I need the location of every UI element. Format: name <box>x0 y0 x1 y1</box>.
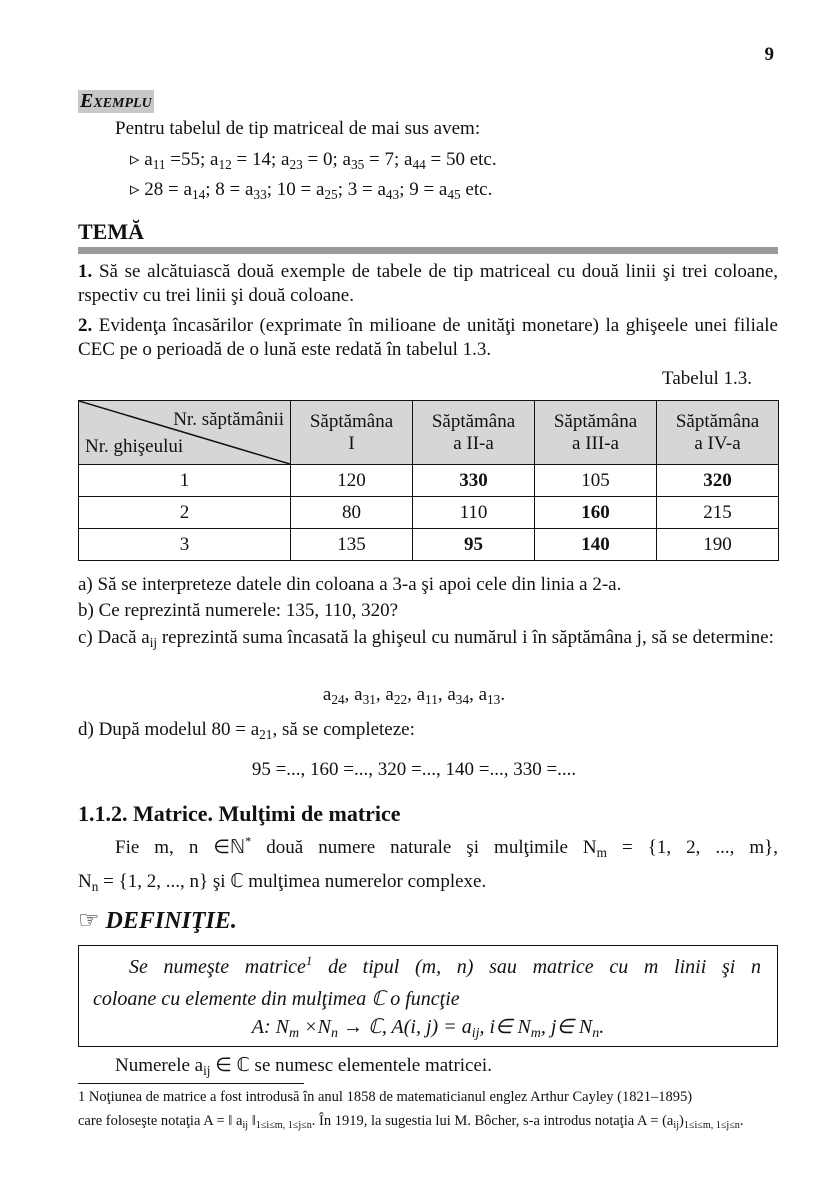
corner-top-label: Nr. săptămânii <box>173 409 284 430</box>
footnote-divider <box>78 1083 304 1084</box>
footnote-line-2: care foloseşte notaţia A = ‖ $a_{ij}$ $‖_{1\le i\le m, 1\le j\le n}$. În 1919, la sugestia lui M. Bôcher, s-a introdus notaţia $A = (a_{ij})_{1\le i\le m, 1\le j\le n}$. <box>78 1113 744 1132</box>
cell: 330 <box>413 465 535 497</box>
cell: 190 <box>657 529 779 561</box>
page-number: 9 <box>764 44 774 65</box>
cell: 105 <box>535 465 657 497</box>
example-heading: Exemplu <box>80 90 152 112</box>
cell: 80 <box>291 497 413 529</box>
question-c-formula: $a_{24}$, $a_{31}$, $a_{22}$, $a_{11}$, $a_{34}$, $a_{13}$. <box>322 684 506 707</box>
cell: 120 <box>291 465 413 497</box>
definition-title: DEFINIŢIE. <box>105 908 237 934</box>
question-b: b) Ce reprezintă numerele: 135, 110, 320? <box>78 600 399 621</box>
footnote-line-1: 1 Noţiunea de matrice a fost introdusă în anul 1858 de matematicianul englez Arthur Cayley (1821–1895) <box>78 1089 693 1105</box>
table-header-row <box>79 401 779 465</box>
column-header: Săptămâna I <box>291 401 413 465</box>
cell: 160 <box>535 497 657 529</box>
section-heading: 1.1.2. Matrice. Mulţimi de matrice <box>78 801 401 826</box>
definition-line-2: coloane cu elemente din mulţimea ℂ o funcţie <box>93 988 460 1010</box>
cell: 140 <box>535 529 657 561</box>
cell: 215 <box>657 497 779 529</box>
cell: 95 <box>413 529 535 561</box>
definition-box <box>78 945 778 1047</box>
question-c: c) Dacă $a_{ij}$ reprezintă suma încasată la ghişeul cu numărul i în săptămâna j, să se determine: <box>78 627 774 650</box>
cell: 320 <box>657 465 779 497</box>
tema-heading: TEMĂ <box>78 219 144 244</box>
exercise-text: Evidenţa încasărilor (exprimate în milioane de unităţi monetare) la ghişeele unei filiale CEC pe o perioadă de o lună este redată în tabelul 1.3. <box>78 315 778 360</box>
example-intro: Pentru tabelul de tip matriceal de mai sus avem: <box>115 118 481 139</box>
definition-heading <box>78 906 237 935</box>
table-caption: Tabelul 1.3. <box>662 368 752 389</box>
definition-formula: A: $N_m \times N_n$ → ℂ, A(i, $j) = a_{ij}$, i∈ $N_m$, j∈ $N_n$. <box>251 1016 605 1042</box>
table-row <box>79 465 779 497</box>
question-a: a) Să se interpreteze datele din coloana a 3-a şi apoi cele din linia a 2-a. <box>78 574 622 595</box>
cell: 110 <box>413 497 535 529</box>
cell: 135 <box>291 529 413 561</box>
question-d-formula: 95 =..., 160 =..., 320 =..., 140 =..., 330 =.... <box>251 759 577 780</box>
row-id: 2 <box>79 497 291 529</box>
example-line-1: ▹ $a_{11} =55$; $a_{12} = 14$; $a_{23} = 0$; $a_{35} = 7$; $a_{44} = 50$ etc. <box>130 149 497 172</box>
section-paragraph-2: $N_n = \{1$, 2, ..., n} şi ℂ mulţimea numerelor complexe. <box>78 871 487 894</box>
row-id: 3 <box>79 529 291 561</box>
exercise-number: 2. <box>78 315 93 336</box>
definition-line-1: Se numeşte matrice$^1$ de tipul (m, n) sau matrice cu m linii şi n <box>129 953 762 978</box>
divider <box>78 247 778 254</box>
table-row <box>79 529 779 561</box>
corner-bottom-label: Nr. ghişeului <box>85 436 184 457</box>
corner-header <box>79 401 291 465</box>
exercise-2 <box>78 314 778 362</box>
column-header: Săptămâna a II-a <box>413 401 535 465</box>
column-header: Săptămâna a IV-a <box>657 401 779 465</box>
exercise-1 <box>78 260 778 308</box>
section-paragraph-1: Fie m, n ∈ℕ* două numere naturale şi mulţimile $N_m = \{1$, 2, ..., m}, <box>115 834 779 860</box>
exercise-number: 1. <box>78 261 93 282</box>
question-d: d) După modelul $80 = a_{21}$, să se completeze: <box>78 719 415 742</box>
elements-note: Numerele $a_{ij}$ ∈ ℂ se numesc elementele matricei. <box>115 1055 492 1078</box>
column-header: Săptămâna a III-a <box>535 401 657 465</box>
row-id: 1 <box>79 465 291 497</box>
table-row <box>79 497 779 529</box>
data-table <box>78 400 779 561</box>
example-line-2: ▹ $28 = a_{14}$; $8 = a_{33}$; $10 = a_{25}$; $3 = a_{43}$; $9 = a_{45}$ etc. <box>130 179 493 202</box>
exercise-text: Să se alcătuiască două exemple de tabele de tip matriceal cu două linii şi trei coloane, rspectiv cu trei linii şi două coloane. <box>78 261 779 306</box>
pointing-hand-icon: ☞ <box>78 908 100 934</box>
